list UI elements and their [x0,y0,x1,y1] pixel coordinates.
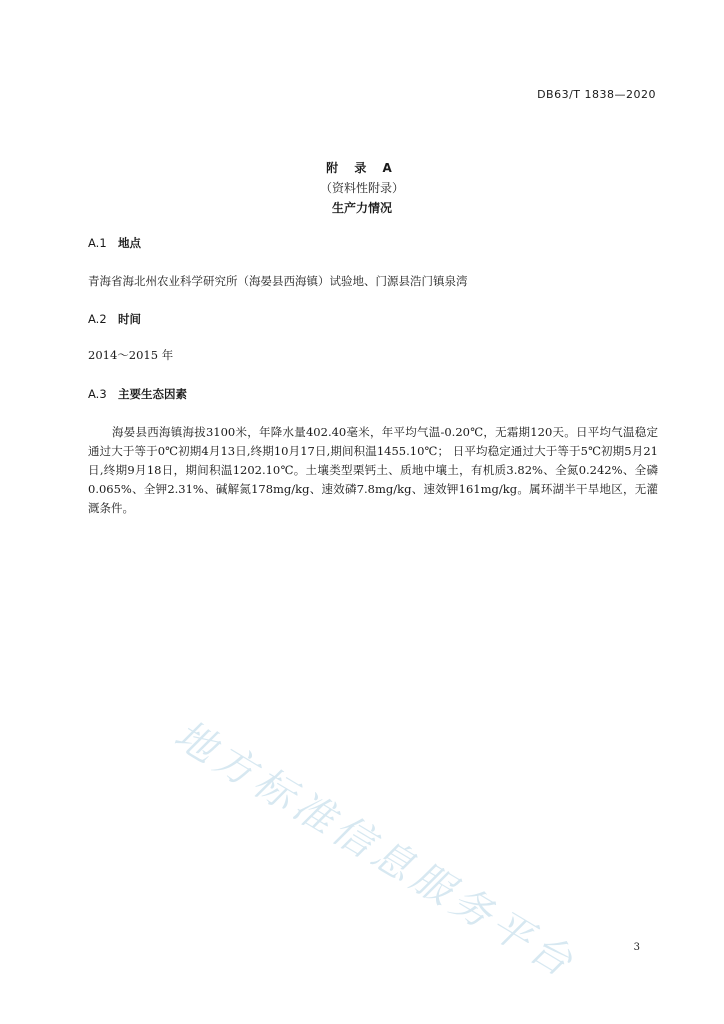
section-heading-a3 [88,386,187,402]
appendix-type: （资料性附录） [319,181,404,195]
section-title: 时间 [118,312,141,326]
section-title: 地点 [118,236,141,250]
section-number: A.2 [88,312,107,326]
section-a1-text: 青海省海北州农业科学研究所（海晏县西海镇）试验地、门源县浩门镇泉湾 [88,274,468,288]
section-heading-a1 [88,235,141,251]
appendix-title: 生产力情况 [331,201,392,215]
section-a3-text: 海晏县西海镇海拔3100米，年降水量402.40毫米，年平均气温-0.20℃，无霜期120天。日平均气温稳定通过大于等于0℃初期4月13日,终期10月17日,期间积温1455.10℃； 日平均稳定通过大于等于5℃初期5月21日,终期9月18日，期间积温1202.10℃。土壤类型栗钙土、质地中壤土，有机质3.82%、全氮0.242%、全磷0.065%、全钾2.31%、碱解氮178mg/kg、速效磷7.8mg/kg、速效钾161mg/kg。属环湖半干旱地区，无灌溉条件。 [88,425,658,515]
section-number: A.1 [88,236,107,250]
page-number: 3 [633,942,640,953]
section-heading-a2 [88,311,141,327]
watermark: 地方标准信息服务平台 [166,711,585,989]
section-title: 主要生态因素 [118,387,187,401]
section-number: A.3 [88,387,107,401]
section-a2-text: 2014～2015 年 [88,348,174,362]
appendix-heading [0,158,724,218]
appendix-label: 附 录 A [326,161,398,175]
document-code: DB63/T 1838—2020 [537,88,656,101]
